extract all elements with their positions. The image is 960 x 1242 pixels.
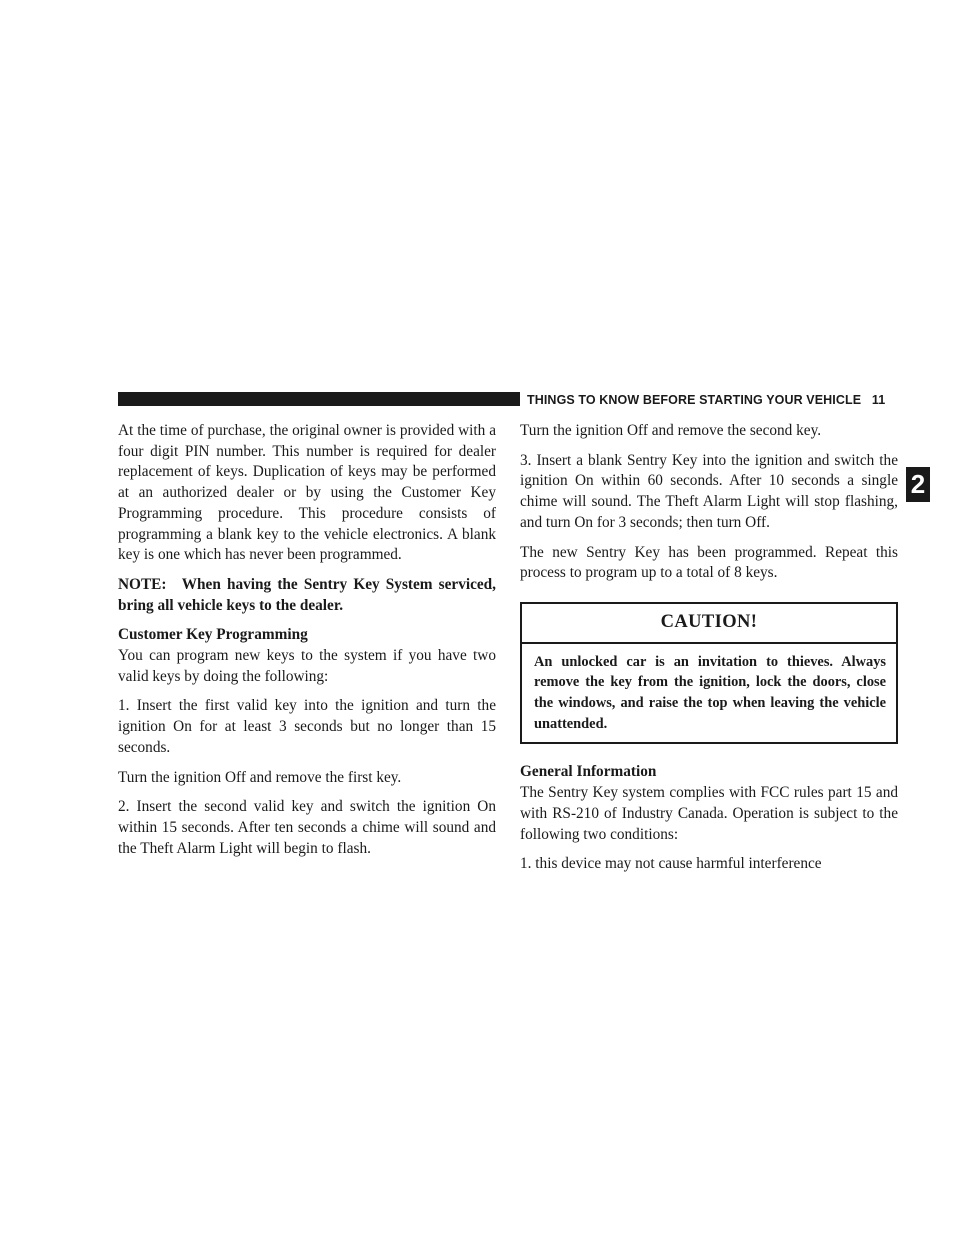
step-3: 3. Insert a blank Sentry Key into the ignition and switch the ignition On within 60 seconds. After 10 seconds a single chime will sound. The Theft Alarm Light will stop flashing, and turn On for 3 seconds; then turn Off. (520, 451, 898, 531)
section-intro-paragraph: You can program new keys to the system if you have two valid keys by doing the following: (118, 647, 496, 685)
chapter-tab: 2 (906, 467, 930, 502)
section-heading-general-information: General Information (520, 763, 657, 781)
running-header (527, 392, 907, 408)
step-2-after: Turn the ignition Off and remove the second key. (520, 422, 822, 439)
note-paragraph: NOTE: When having the Sentry Key System serviced, bring all vehicle keys to the dealer. (118, 575, 496, 614)
running-title: THINGS TO KNOW BEFORE STARTING YOUR VEHICLE (527, 393, 862, 407)
step-1-after: Turn the ignition Off and remove the first key. (118, 768, 402, 786)
step-2: 2. Insert the second valid key and switch the ignition On within 15 seconds. After ten seconds a chime will sound and the Theft Alarm Light will begin to flash. (118, 798, 496, 857)
header-rule-bar (118, 392, 520, 406)
intro-paragraph: At the time of purchase, the original owner is provided with a four digit PIN number. This number is required for dealer replacement of keys. Duplication of keys may be performed at an authorized dealer or by using the Customer Key Programming procedure. This procedure consists of programming a blank key to the vehicle electronics. A blank key is one which has never been programmed. (118, 422, 496, 564)
condition-1: 1. this device may not cause harmful interference (520, 855, 822, 873)
caution-body: An unlocked car is an invitation to thieves. Always remove the key from the ignition, lock the doors, close the windows, and raise the top when leaving the vehicle unattended. (534, 653, 886, 732)
right-column (520, 421, 898, 884)
caution-box (520, 602, 898, 745)
step-1: 1. Insert the first valid key into the ignition and turn the ignition On for at least 3 seconds but no longer than 15 seconds. (118, 697, 496, 756)
left-column (118, 421, 496, 868)
page-number: 11 (871, 393, 886, 407)
section-heading-customer-key-programming: Customer Key Programming (118, 626, 308, 644)
general-info-paragraph: The Sentry Key system complies with FCC rules part 15 and with RS-210 of Industry Canada. Operation is subject to the following two conditions: (520, 784, 898, 843)
programmed-paragraph: The new Sentry Key has been programmed. Repeat this process to program up to a total of 8 keys. (520, 543, 898, 582)
caution-title: CAUTION! (522, 604, 896, 644)
